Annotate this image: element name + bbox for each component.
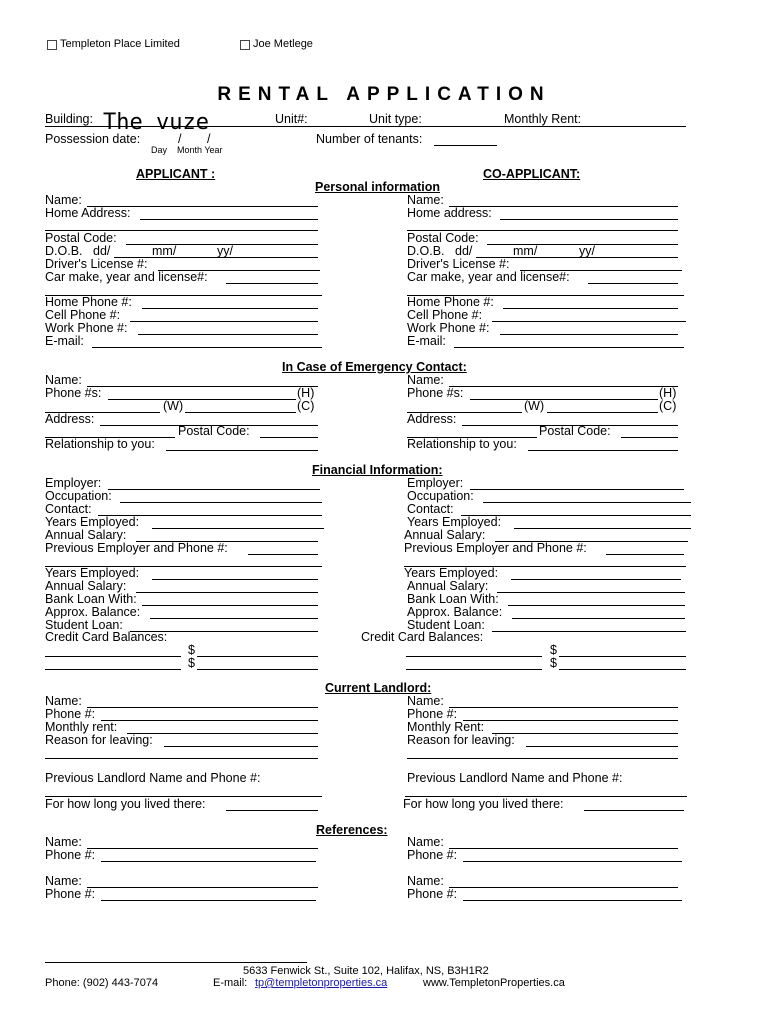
footer-address: 5633 Fenwick St., Suite 102, Halifax, NS, B3H1R2 xyxy=(243,965,489,977)
co-landlord-rent-field[interactable] xyxy=(492,733,678,734)
co-fin-balance-label: Approx. Balance: xyxy=(407,605,503,619)
coapplicant-postal-label: Postal Code: xyxy=(407,231,479,245)
co-fin-bank-field[interactable] xyxy=(508,605,685,606)
co-how-long-label: For how long you lived there: xyxy=(403,797,564,811)
landlord-phone-field[interactable] xyxy=(101,720,318,721)
fin-contact-label: Contact: xyxy=(45,502,92,516)
emergency-header: In Case of Emergency Contact: xyxy=(282,360,467,374)
checkbox-joe[interactable] xyxy=(240,40,250,50)
co-fin-years-label: Years Employed: xyxy=(407,515,502,529)
applicant-work-phone-field[interactable] xyxy=(138,334,318,335)
co-emergency-phone-h-field[interactable] xyxy=(470,399,658,400)
building-label: Building: xyxy=(45,112,93,126)
fin-salary2-field[interactable] xyxy=(136,592,318,593)
landlord-rent-label: Monthly rent: xyxy=(45,720,118,734)
landlord-phone-label: Phone #: xyxy=(45,707,96,721)
coapplicant-address-field[interactable] xyxy=(500,219,678,220)
fin-employer-label: Employer: xyxy=(45,476,102,490)
coapplicant-car-field[interactable] xyxy=(588,283,678,284)
co-landlord-reason-label: Reason for leaving: xyxy=(407,733,515,747)
applicant-name-label: Name: xyxy=(45,193,82,207)
co-fin-years-field[interactable] xyxy=(514,528,691,529)
fin-student-label: Student Loan: xyxy=(45,618,123,632)
ref1-phone-label: Phone #: xyxy=(45,848,96,862)
fin-credit-label: Credit Card Balances: xyxy=(45,630,168,644)
landlord-rent-field[interactable] xyxy=(127,733,318,734)
fin-years2-label: Years Employed: xyxy=(45,566,140,580)
coapplicant-cell-phone-label: Cell Phone #: xyxy=(407,308,483,322)
co-emergency-relationship-field[interactable] xyxy=(528,450,678,451)
building-value: The vuze xyxy=(103,110,209,135)
ref2-name-field[interactable] xyxy=(87,887,318,888)
co-fin-salary2-field[interactable] xyxy=(497,592,685,593)
co-fin-card1-dollar: $ xyxy=(550,643,557,657)
co-landlord-rent-label: Monthly Rent: xyxy=(407,720,485,734)
fin-card2-dollar: $ xyxy=(188,656,195,670)
page-title: RENTAL APPLICATION xyxy=(217,84,551,105)
co-landlord-name-label: Name: xyxy=(407,694,444,708)
co-fin-bank-label: Bank Loan With: xyxy=(407,592,499,606)
fin-balance-label: Approx. Balance: xyxy=(45,605,141,619)
ref1-name-label: Name: xyxy=(45,835,82,849)
emergency-name-label: Name: xyxy=(45,373,82,387)
fin-bank-field[interactable] xyxy=(142,605,318,606)
applicant-address-label: Home Address: xyxy=(45,206,131,220)
co-fin-occupation-field[interactable] xyxy=(483,502,691,503)
fin-card1-name[interactable] xyxy=(45,656,181,657)
footer-phone: Phone: (902) 443-7074 xyxy=(45,977,159,989)
co-emergency-postal-label: Postal Code: xyxy=(539,424,611,438)
coapplicant-email-label: E-mail: xyxy=(407,334,446,348)
company-name: Templeton Place Limited xyxy=(60,38,180,50)
fin-years2-field[interactable] xyxy=(152,579,318,580)
emergency-relationship-label: Relationship to you: xyxy=(45,437,155,451)
coapplicant-dob-label: D.O.B. xyxy=(407,244,445,258)
footer-email-link[interactable]: tp@templetonproperties.ca xyxy=(255,977,388,989)
co-prev-landlord-label: Previous Landlord Name and Phone #: xyxy=(407,771,623,785)
references-header: References: xyxy=(316,823,388,837)
landlord-name-label: Name: xyxy=(45,694,82,708)
coapplicant-email-field[interactable] xyxy=(454,347,684,348)
fin-balance-field[interactable] xyxy=(150,618,318,619)
fin-card2-amount[interactable] xyxy=(197,669,318,670)
co-fin-occupation-label: Occupation: xyxy=(407,489,474,503)
fin-years-field[interactable] xyxy=(152,528,324,529)
co-ref2-name-label: Name: xyxy=(407,874,444,888)
co-fin-card2-dollar: $ xyxy=(550,656,557,670)
co-fin-employer-label: Employer: xyxy=(407,476,464,490)
fin-employer-field[interactable] xyxy=(108,489,320,490)
ref2-phone-field[interactable] xyxy=(101,900,316,901)
co-fin-years2-label: Years Employed: xyxy=(404,566,499,580)
applicant-dob-yy: yy/ xyxy=(217,244,233,258)
applicant-email-field[interactable] xyxy=(92,347,322,348)
ref2-phone-label: Phone #: xyxy=(45,887,96,901)
co-fin-prev-employer-label: Previous Employer and Phone #: xyxy=(404,541,587,555)
co-emergency-w-label: (W) xyxy=(524,399,545,413)
co-ref1-phone-label: Phone #: xyxy=(407,848,458,862)
co-emergency-phones-label: Phone #s: xyxy=(407,386,464,400)
possession-sep2: / xyxy=(207,132,211,146)
contact-person: Joe Metlege xyxy=(253,38,313,50)
co-fin-card1-name[interactable] xyxy=(406,656,542,657)
co-how-long-field[interactable] xyxy=(584,810,684,811)
fin-card1-amount[interactable] xyxy=(197,656,318,657)
co-fin-years2-field[interactable] xyxy=(511,579,681,580)
coapplicant-dob-yy: yy/ xyxy=(579,244,595,258)
coapplicant-work-phone-label: Work Phone #: xyxy=(407,321,490,335)
co-landlord-name-field[interactable] xyxy=(449,707,678,708)
unit-label: Unit#: xyxy=(275,112,308,126)
co-fin-credit-label: Credit Card Balances: xyxy=(361,630,484,644)
emergency-w-label: (W) xyxy=(163,399,184,413)
building-line[interactable] xyxy=(45,126,686,127)
emergency-relationship-field[interactable] xyxy=(166,450,318,451)
how-long-field[interactable] xyxy=(226,810,318,811)
prev-landlord-label: Previous Landlord Name and Phone #: xyxy=(45,771,261,785)
possession-label: Possession date: xyxy=(45,132,141,146)
coapplicant-address-label: Home address: xyxy=(407,206,492,220)
fin-salary2-label: Annual Salary: xyxy=(45,579,127,593)
applicant-home-phone-field[interactable] xyxy=(142,308,318,309)
fin-occupation-field[interactable] xyxy=(120,502,322,503)
fin-occupation-label: Occupation: xyxy=(45,489,112,503)
coapplicant-car-label: Car make, year and license#: xyxy=(407,270,570,284)
co-fin-salary-label: Annual Salary: xyxy=(404,528,486,542)
tenants-line[interactable] xyxy=(434,145,497,146)
emergency-name-field[interactable] xyxy=(87,386,318,387)
co-ref2-name-field[interactable] xyxy=(449,887,678,888)
emergency-address-label: Address: xyxy=(45,412,95,426)
co-fin-employer-field[interactable] xyxy=(470,489,684,490)
fin-bank-label: Bank Loan With: xyxy=(45,592,137,606)
emergency-postal-label: Postal Code: xyxy=(178,424,250,438)
co-emergency-name-field[interactable] xyxy=(449,386,678,387)
co-emergency-name-label: Name: xyxy=(407,373,444,387)
co-emergency-phone-c-field[interactable] xyxy=(547,412,658,413)
co-emergency-postal-field[interactable] xyxy=(621,437,678,438)
co-emergency-address-label: Address: xyxy=(407,412,457,426)
footer-website: www.TempletonProperties.ca xyxy=(423,977,565,989)
fin-prev-employer-field[interactable] xyxy=(248,554,318,555)
applicant-cell-phone-label: Cell Phone #: xyxy=(45,308,121,322)
co-fin-student-label: Student Loan: xyxy=(407,618,485,632)
fin-prev-employer-label: Previous Employer and Phone #: xyxy=(45,541,228,555)
emergency-phones-label: Phone #s: xyxy=(45,386,102,400)
emergency-postal-field[interactable] xyxy=(260,437,318,438)
co-fin-contact-label: Contact: xyxy=(407,502,454,516)
co-emergency-c-label: (C) xyxy=(659,399,677,413)
co-emergency-h-label: (H) xyxy=(659,386,677,400)
personal-info-header: Personal information xyxy=(315,180,441,194)
fin-card2-name[interactable] xyxy=(45,669,181,670)
co-landlord-phone-field[interactable] xyxy=(463,720,678,721)
coapplicant-header: CO-APPLICANT: xyxy=(483,167,581,181)
co-landlord-reason-field[interactable] xyxy=(526,746,678,747)
emergency-c-label: (C) xyxy=(297,399,315,413)
rent-label: Monthly Rent: xyxy=(504,112,582,126)
applicant-dob-dd: dd/ xyxy=(93,244,111,258)
coapplicant-home-phone-field[interactable] xyxy=(503,308,678,309)
fin-years-label: Years Employed: xyxy=(45,515,140,529)
possession-day: Day xyxy=(151,145,168,155)
emergency-phone-h-field[interactable] xyxy=(108,399,296,400)
emergency-phone-c-field[interactable] xyxy=(185,412,296,413)
landlord-reason-field[interactable] xyxy=(164,746,318,747)
landlord-name-field[interactable] xyxy=(87,707,318,708)
landlord-reason-field-2[interactable] xyxy=(45,758,318,759)
landlord-header: Current Landlord: xyxy=(325,681,432,695)
applicant-address-field[interactable] xyxy=(140,219,318,220)
coapplicant-dob-dd: dd/ xyxy=(455,244,473,258)
footer-rule xyxy=(45,962,307,963)
coapplicant-cell-phone-field[interactable] xyxy=(492,321,686,322)
applicant-dob-mm: mm/ xyxy=(152,244,177,258)
co-fin-prev-employer-field[interactable] xyxy=(606,554,684,555)
applicant-cell-phone-field[interactable] xyxy=(130,321,318,322)
co-fin-card2-amount[interactable] xyxy=(559,669,686,670)
emergency-h-label: (H) xyxy=(297,386,315,400)
co-fin-card2-name[interactable] xyxy=(406,669,542,670)
applicant-work-phone-label: Work Phone #: xyxy=(45,321,128,335)
possession-sep1: / xyxy=(178,132,182,146)
applicant-header: APPLICANT : xyxy=(136,167,216,181)
footer-email-label: E-mail: xyxy=(213,977,248,989)
financial-header: Financial Information: xyxy=(312,463,443,477)
applicant-dob-label: D.O.B. xyxy=(45,244,83,258)
co-landlord-phone-label: Phone #: xyxy=(407,707,458,721)
ref1-phone-field[interactable] xyxy=(101,861,316,862)
co-ref1-name-label: Name: xyxy=(407,835,444,849)
applicant-email-label: E-mail: xyxy=(45,334,84,348)
coapplicant-name-label: Name: xyxy=(407,193,444,207)
co-fin-salary2-label: Annual Salary: xyxy=(407,579,489,593)
checkbox-templeton[interactable] xyxy=(47,40,57,50)
coapplicant-dob-mm: mm/ xyxy=(513,244,538,258)
co-emergency-relationship-label: Relationship to you: xyxy=(407,437,517,451)
ref2-name-label: Name: xyxy=(45,874,82,888)
applicant-car-field[interactable] xyxy=(226,283,318,284)
coapplicant-license-label: Driver's License #: xyxy=(407,257,510,271)
coapplicant-work-phone-field[interactable] xyxy=(500,334,678,335)
co-fin-student-field[interactable] xyxy=(492,631,686,632)
ref1-name-field[interactable] xyxy=(87,848,318,849)
co-ref2-phone-label: Phone #: xyxy=(407,887,458,901)
unit-type-label: Unit type: xyxy=(369,112,422,126)
co-ref1-name-field[interactable] xyxy=(449,848,678,849)
co-fin-card1-amount[interactable] xyxy=(559,656,686,657)
co-fin-balance-field[interactable] xyxy=(512,618,685,619)
possession-month-year: Month Year xyxy=(177,145,223,155)
coapplicant-home-phone-label: Home Phone #: xyxy=(407,295,494,309)
how-long-label: For how long you lived there: xyxy=(45,797,206,811)
applicant-license-label: Driver's License #: xyxy=(45,257,148,271)
applicant-postal-label: Postal Code: xyxy=(45,231,117,245)
applicant-home-phone-label: Home Phone #: xyxy=(45,295,132,309)
co-ref1-phone-field[interactable] xyxy=(463,861,682,862)
applicant-car-label: Car make, year and license#: xyxy=(45,270,208,284)
landlord-reason-label: Reason for leaving: xyxy=(45,733,153,747)
fin-salary-label: Annual Salary: xyxy=(45,528,127,542)
co-landlord-reason-field-2[interactable] xyxy=(407,758,678,759)
fin-card1-dollar: $ xyxy=(188,643,195,657)
co-ref2-phone-field[interactable] xyxy=(463,900,682,901)
tenants-label: Number of tenants: xyxy=(316,132,423,146)
